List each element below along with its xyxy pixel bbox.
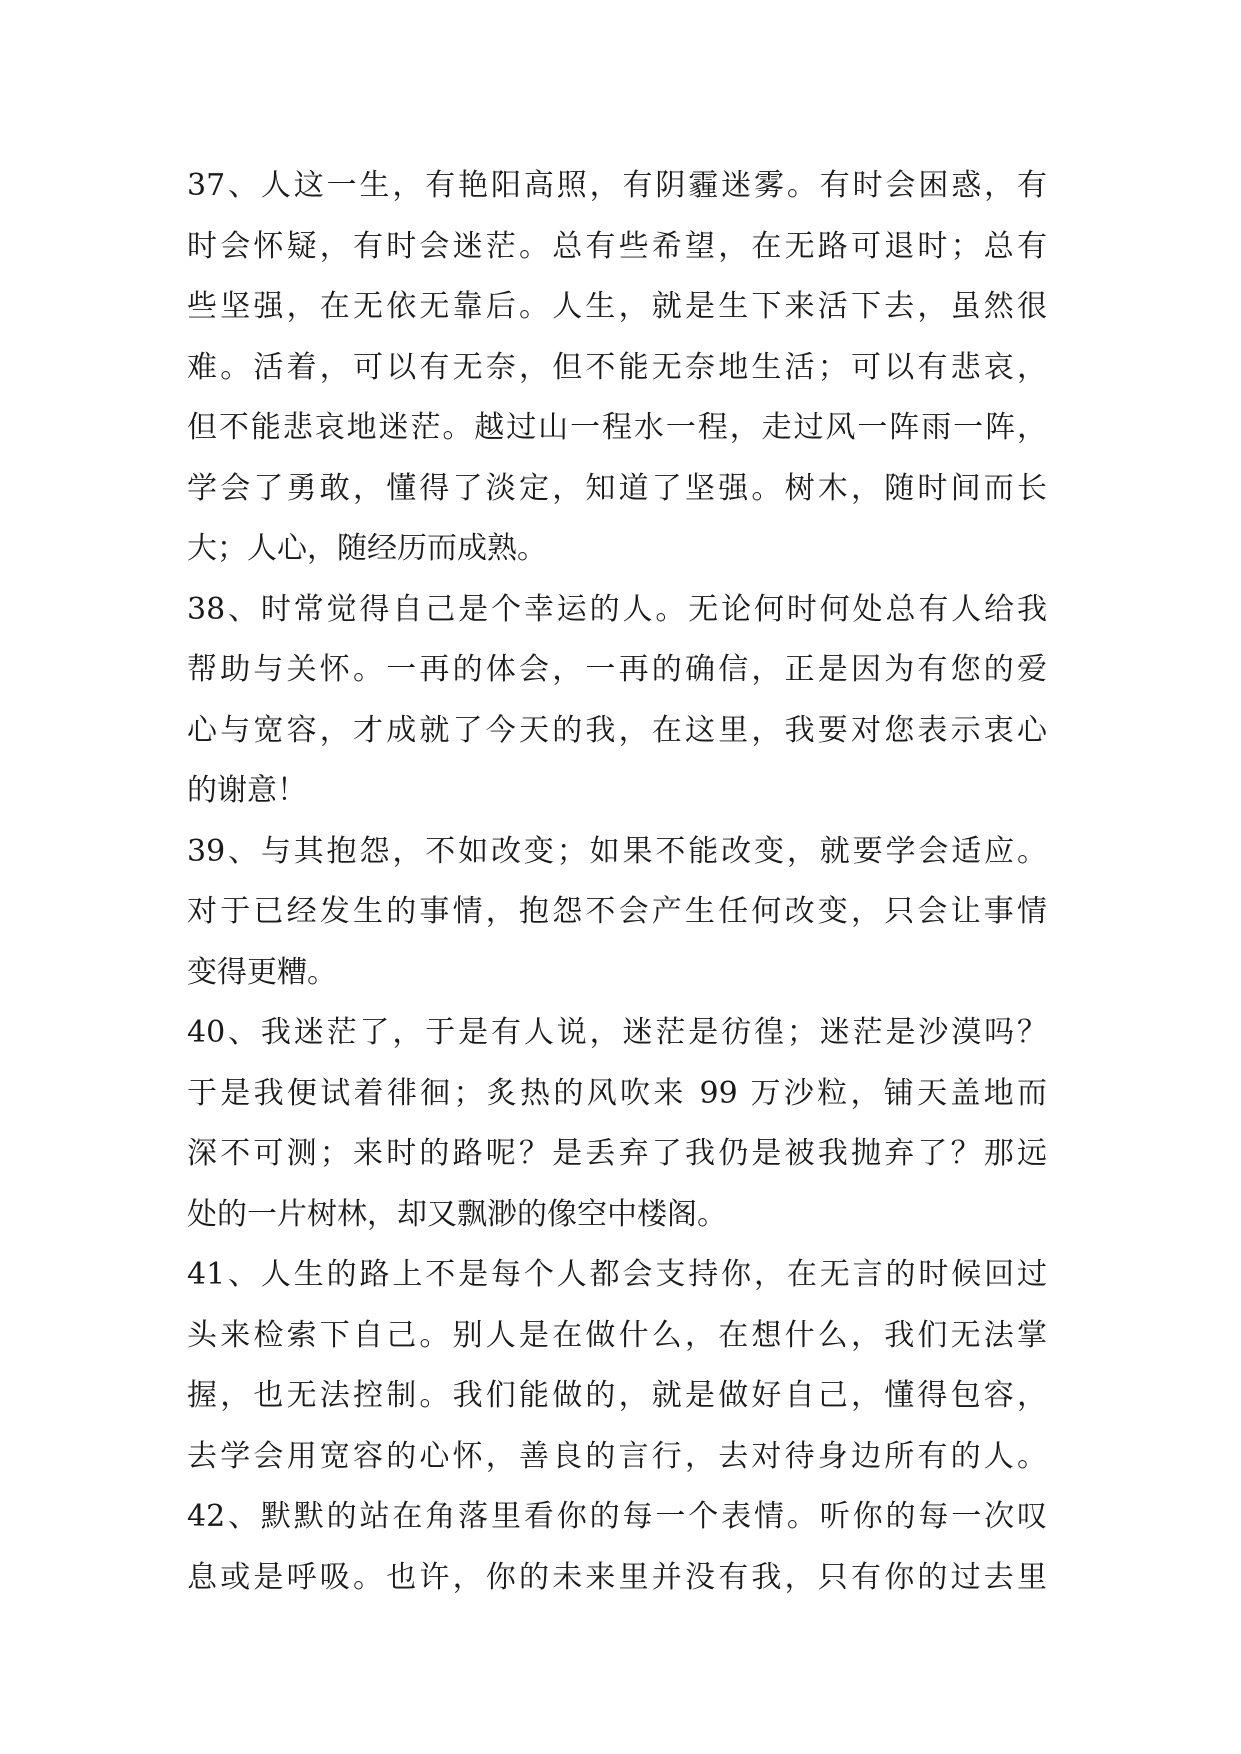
text-line: 37、人这一生，有艳阳高照，有阴霾迷雾。有时会困惑，有 <box>187 168 1047 203</box>
text-line: 难。活着，可以有无奈，但不能无奈地生活；可以有悲哀， <box>187 349 1047 385</box>
text-line: 39、与其抱怨，不如改变；如果不能改变，就要学会适应。 <box>187 833 1047 869</box>
text-line: 帮助与关怀。一再的体会，一再的确信，正是因为有您的爱 <box>187 652 1047 687</box>
text-line: 42、默默的站在角落里看你的每一个表情。听你的每一次叹 <box>187 1499 1047 1534</box>
text-line: 大；人心，随经历而成熟。 <box>187 531 547 566</box>
text-line: 握，也无法控制。我们能做的，就是做好自己，懂得包容， <box>187 1378 1047 1413</box>
text-line: 的谢意！ <box>187 773 307 808</box>
text-line: 变得更糟。 <box>187 954 337 990</box>
text-line: 深不可测；来时的路呢？是丢弃了我仍是被我抛弃了？那远 <box>187 1136 1047 1171</box>
text-line: 时会怀疑，有时会迷茫。总有些希望，在无路可退时；总有 <box>187 228 1047 264</box>
text-line: 些坚强，在无依无靠后。人生，就是生下来活下去，虽然很 <box>187 289 1047 324</box>
text-line: 息或是呼吸。也许，你的未来里并没有我，只有你的过去里 <box>187 1559 1047 1595</box>
text-line: 但不能悲哀地迷茫。越过山一程水一程，走过风一阵雨一阵， <box>187 410 1047 445</box>
text-line: 41、人生的路上不是每个人都会支持你，在无言的时候回过 <box>187 1257 1047 1292</box>
text-line: 心与宽容，才成就了今天的我，在这里，我要对您表示衷心 <box>187 712 1047 748</box>
text-line: 去学会用宽容的心怀，善良的言行，去对待身边所有的人。 <box>187 1438 1047 1474</box>
document-body <box>187 156 1047 1608</box>
text-line: 处的一片树林，却又飘渺的像空中楼阁。 <box>187 1196 727 1232</box>
text-line: 头来检索下自己。别人是在做什么，在想什么，我们无法掌 <box>187 1317 1047 1353</box>
text-line: 于是我便试着徘徊；炙热的风吹来 99 万沙粒，铺天盖地而 <box>187 1075 1047 1111</box>
text-line: 38、时常觉得自己是个幸运的人。无论何时何处总有人给我 <box>187 591 1047 627</box>
text-line: 学会了勇敢，懂得了淡定，知道了坚强。树木，随时间而长 <box>187 470 1047 506</box>
text-line: 对于已经发生的事情，抱怨不会产生任何改变，只会让事情 <box>187 894 1047 929</box>
text-line: 40、我迷茫了，于是有人说，迷茫是彷徨；迷茫是沙漠吗？ <box>187 1015 1047 1050</box>
